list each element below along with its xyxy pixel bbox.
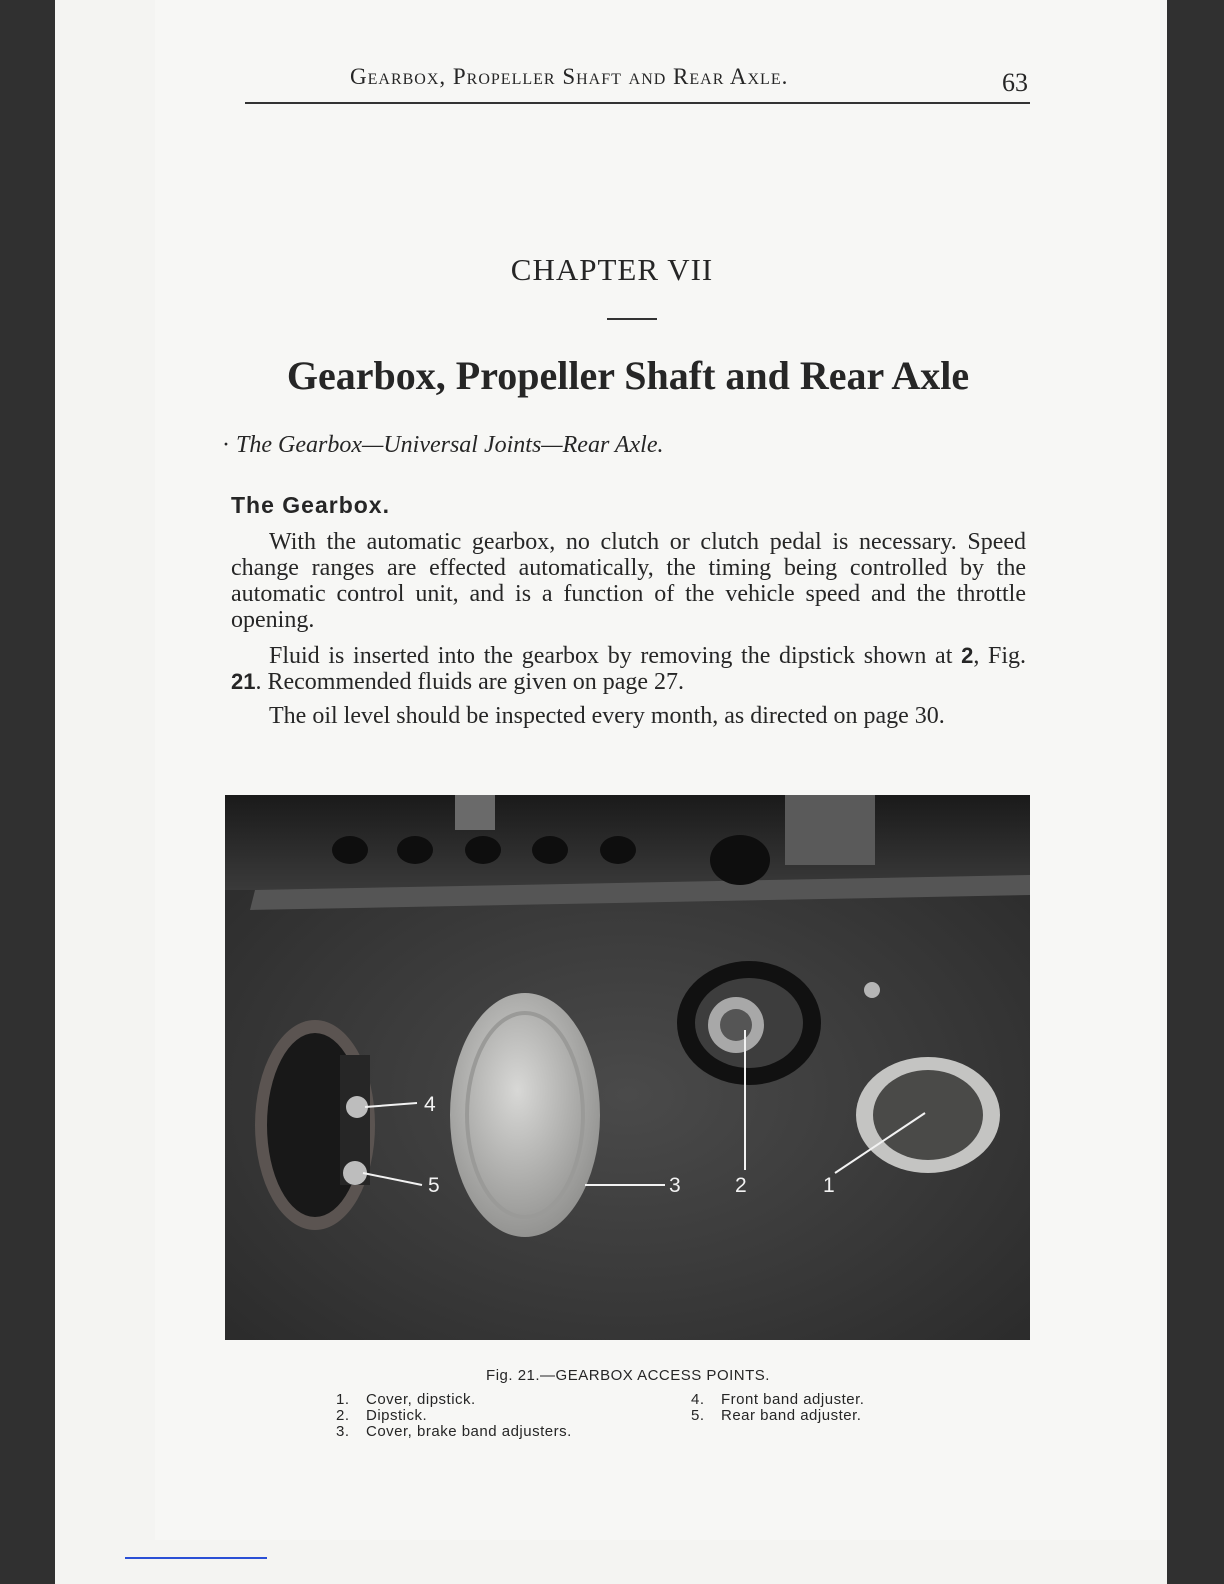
- callout-3: 3: [669, 1174, 681, 1197]
- scan-marker-line: [125, 1557, 267, 1559]
- legend-text: Front band adjuster.: [721, 1391, 865, 1408]
- legend-number: 1.: [336, 1391, 350, 1408]
- running-head-title: Gearbox, Propeller Shaft and Rear Axle.: [350, 64, 789, 89]
- dipstick-cover-ring: [856, 1057, 1000, 1173]
- chapter-divider: [607, 318, 657, 320]
- chapter-contents-text: The Gearbox—Universal Joints—Rear Axle.: [236, 432, 664, 458]
- figure-legend-right: [691, 1392, 864, 1424]
- callout-4: 4: [424, 1093, 436, 1116]
- paragraph-2-mid: , Fig.: [973, 643, 1027, 669]
- legend-item: [336, 1408, 572, 1424]
- book-page: [55, 0, 1167, 1584]
- paragraph-3: The oil level should be inspected every month, as directed on page 30.: [269, 703, 945, 729]
- legend-item: [691, 1392, 864, 1408]
- chapter-title: Gearbox, Propeller Shaft and Rear Axle: [286, 353, 970, 398]
- legend-text: Cover, dipstick.: [366, 1391, 476, 1408]
- paragraph-2-fig-number: 21: [231, 669, 256, 694]
- page-number: 63: [1002, 68, 1028, 97]
- legend-item: [336, 1424, 572, 1440]
- legend-text: Dipstick.: [366, 1407, 428, 1424]
- paragraph-2-after: . Recommended fluids are given on page 27.: [255, 669, 685, 695]
- gearbox-photo: [225, 795, 1030, 1340]
- figure-legend-left: [336, 1392, 572, 1440]
- figure-caption: Fig. 21.—GEARBOX ACCESS POINTS.: [486, 1367, 770, 1384]
- running-head: [245, 62, 1030, 104]
- legend-number: 3.: [336, 1423, 350, 1440]
- section-heading: The Gearbox.: [231, 492, 390, 518]
- chapter-contents: · The Gearbox—Universal Joints—Rear Axle.: [222, 432, 664, 458]
- callout-2: 2: [735, 1174, 747, 1197]
- callout-1: 1: [823, 1174, 835, 1197]
- legend-number: 4.: [691, 1391, 705, 1408]
- legend-text: Rear band adjuster.: [721, 1407, 862, 1424]
- paragraph-2: [231, 643, 1026, 695]
- legend-number: 5.: [691, 1407, 705, 1424]
- bolt-head: [864, 982, 880, 998]
- callout-5: 5: [428, 1174, 440, 1197]
- legend-text: Cover, brake band adjusters.: [366, 1423, 572, 1440]
- brake-band-cover-plate: [450, 993, 600, 1237]
- legend-item: [336, 1392, 572, 1408]
- chapter-number: CHAPTER VII: [510, 252, 714, 287]
- paragraph-2-ref-number: 2: [961, 643, 974, 668]
- legend-number: 2.: [336, 1407, 350, 1424]
- legend-item: [691, 1408, 864, 1424]
- front-band-adjuster: [346, 1096, 368, 1118]
- rear-adjuster-recess: [255, 1020, 375, 1230]
- paragraph-1: With the automatic gearbox, no clutch or clutch pedal is necessary. Speed change ranges are effected automatically, the timing being controlled by the automatic control unit, and is a function of the vehicle speed and the throttle opening.: [231, 529, 1026, 633]
- dipstick-boss: [677, 961, 821, 1085]
- paragraph-2-before: Fluid is inserted into the gearbox by removing the dipstick shown at: [269, 643, 962, 669]
